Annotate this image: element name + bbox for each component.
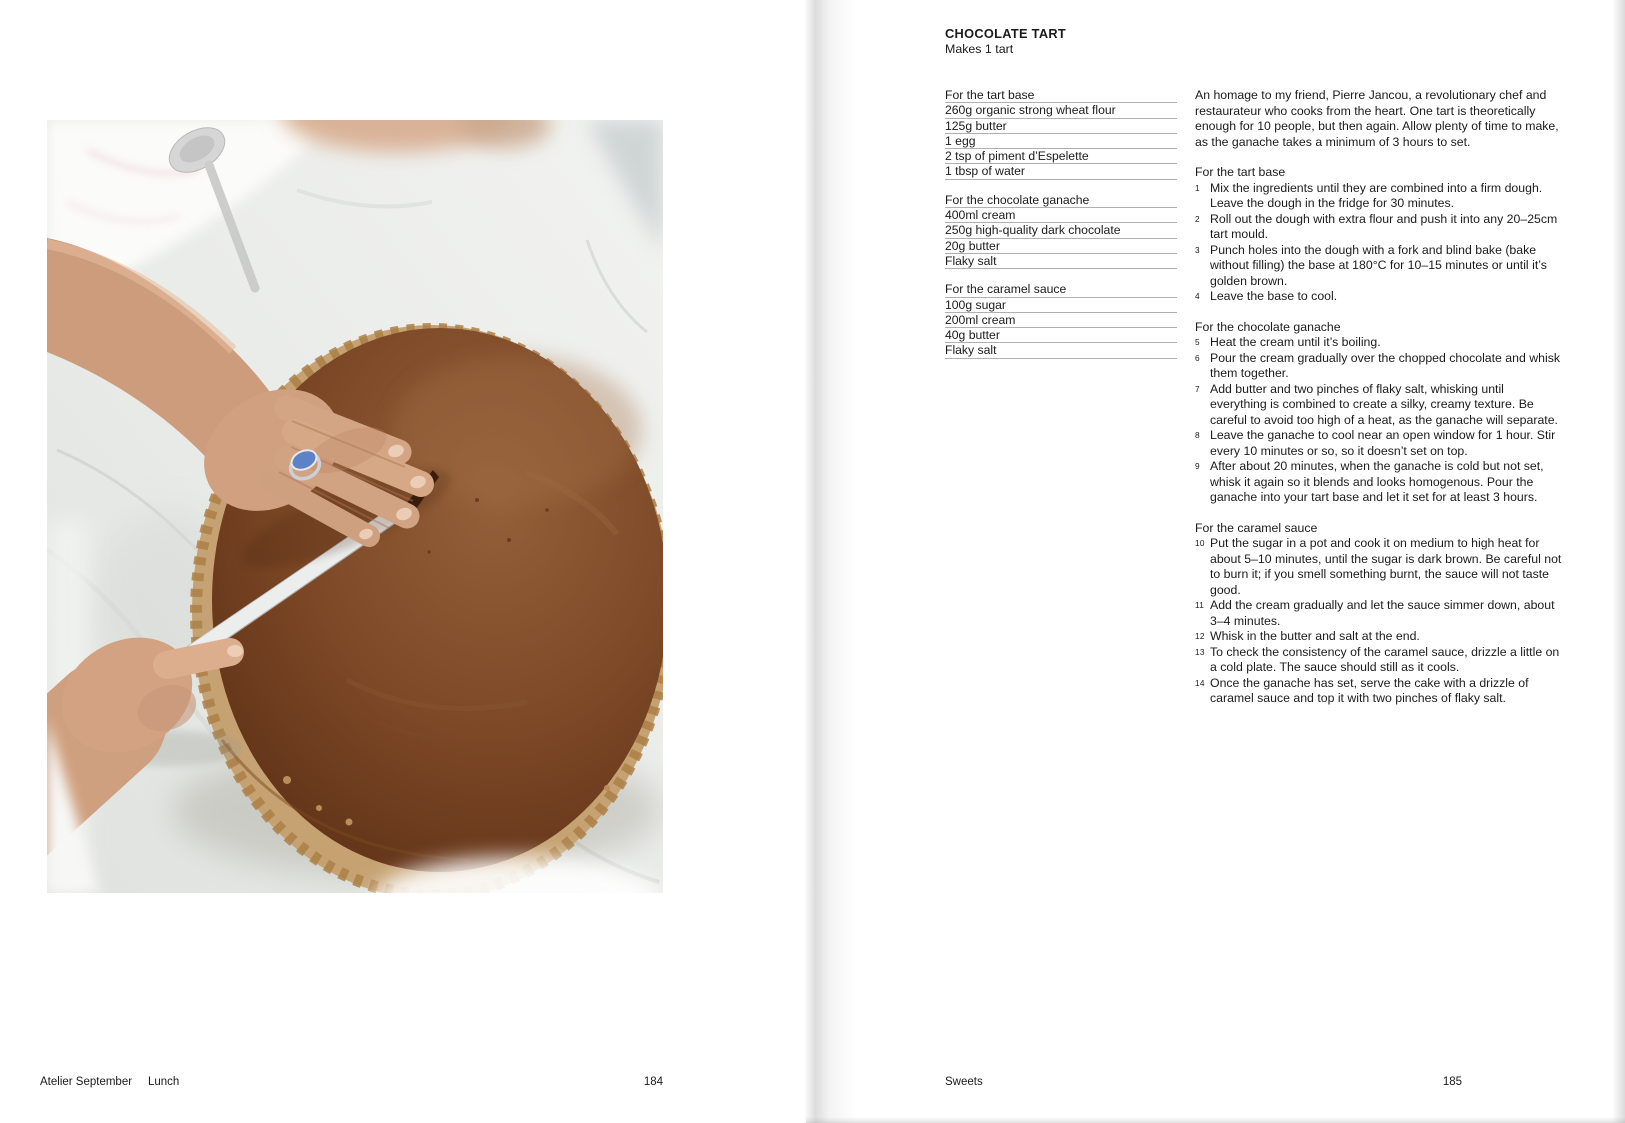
- method-step: [1195, 382, 1563, 429]
- ingredient-item: 250g high-quality dark chocolate: [945, 223, 1177, 238]
- step-text: Add butter and two pinches of flaky salt, whisking until everything is combined to create a silky, creamy texture. Be careful to avoid too high of a heat, as the ganache will separate.: [1210, 381, 1558, 427]
- step-number: 3: [1195, 244, 1200, 255]
- page-number-left: 184: [643, 1076, 663, 1088]
- method-step: [1195, 428, 1563, 459]
- step-number: 2: [1195, 213, 1200, 224]
- tart-photo: [47, 120, 663, 893]
- step-text: Roll out the dough with extra flour and push it into any 20–25cm tart mould.: [1210, 211, 1558, 241]
- method-step: [1195, 645, 1563, 676]
- step-text: Heat the cream until it’s boiling.: [1210, 335, 1381, 349]
- step-number: 5: [1195, 337, 1200, 347]
- step-number: 10: [1195, 538, 1205, 548]
- method-step: [1195, 598, 1563, 629]
- step-number: 7: [1195, 383, 1200, 394]
- method-step: [1195, 676, 1563, 707]
- step-number: 11: [1195, 600, 1205, 610]
- footer-section-label: Sweets: [945, 1076, 983, 1088]
- ingredient-group: [945, 88, 1177, 180]
- page-left: [0, 0, 806, 1123]
- step-number: 4: [1195, 291, 1200, 301]
- step-number: 12: [1195, 631, 1205, 641]
- ingredient-item: 2 tsp of piment d’Espelette: [945, 149, 1177, 164]
- ingredient-item: 20g butter: [945, 239, 1177, 254]
- ingredient-group-heading: For the tart base: [945, 88, 1177, 103]
- method-section-heading: For the tart base: [1195, 165, 1286, 179]
- method-section-heading: For the chocolate ganache: [1195, 319, 1341, 334]
- step-number: 14: [1195, 677, 1205, 688]
- method-column: [1195, 88, 1563, 707]
- step-number: 8: [1195, 430, 1200, 440]
- recipe-yield: Makes 1 tart: [945, 42, 1014, 56]
- step-text: Whisk in the butter and salt at the end.: [1210, 629, 1420, 643]
- ingredients-column: [945, 88, 1177, 372]
- ingredient-group-heading: For the chocolate ganache: [945, 193, 1177, 208]
- recipe-header: [945, 26, 1066, 57]
- step-number: 9: [1195, 461, 1200, 471]
- step-number: 6: [1195, 352, 1200, 363]
- recipe-intro: An homage to my friend, Pierre Jancou, a revolutionary chef and restaurateur who cooks from the heart. One tart is theoretically enough for 10 people, but then again. Allow plenty of time to make, as the ganache takes a minimum of 3 hours to set.: [1195, 88, 1559, 149]
- ingredient-item: 1 tbsp of water: [945, 164, 1177, 179]
- method-section: [1195, 165, 1563, 305]
- ingredient-item: 125g butter: [945, 119, 1177, 134]
- step-text: Once the ganache has set, serve the cake with a drizzle of caramel sauce and top it with two pinches of flaky salt.: [1210, 675, 1529, 705]
- ingredient-group-heading: For the caramel sauce: [945, 282, 1177, 297]
- step-text: Pour the cream gradually over the chopped chocolate and whisk them together.: [1210, 350, 1560, 380]
- ingredient-item: 40g butter: [945, 328, 1177, 343]
- method-section: [1195, 320, 1563, 506]
- footer-section-label: Lunch: [148, 1076, 180, 1088]
- recipe-title: CHOCOLATE TART: [945, 26, 1067, 41]
- tart-photo-illustration: [47, 120, 663, 893]
- ingredient-item: 1 egg: [945, 134, 1177, 149]
- ingredient-item: 200ml cream: [945, 313, 1177, 328]
- method-step: [1195, 289, 1563, 305]
- step-text: Leave the ganache to cool near an open window for 1 hour. Stir every 10 minutes or so, so it doesn’t set on top.: [1210, 428, 1556, 458]
- step-text: Leave the base to cool.: [1210, 289, 1338, 303]
- step-text: Mix the ingredients until they are combined into a firm dough. Leave the dough in the fridge for 30 minutes.: [1210, 180, 1543, 210]
- step-number: 13: [1195, 646, 1205, 657]
- ingredient-group: [945, 282, 1177, 358]
- method-section-heading: For the caramel sauce: [1195, 520, 1318, 535]
- method-step: [1195, 536, 1563, 598]
- ingredient-item: 400ml cream: [945, 208, 1177, 223]
- step-text: After about 20 minutes, when the ganache is cold but not set, whisk it again so it blends and looks homogenous. Pour the ganache into your tart base and let it set for at least 3 hours.: [1210, 459, 1544, 504]
- step-text: Put the sugar in a pot and cook it on medium to high heat for about 5–10 minutes, until the sugar is dark brown. Be careful not to burn it; if you smell something burnt, the sauce will not taste good.: [1210, 536, 1562, 597]
- ingredient-item: Flaky salt: [945, 343, 1177, 358]
- page-number-right: 185: [1442, 1076, 1462, 1088]
- method-step: [1195, 212, 1563, 243]
- method-section: [1195, 521, 1563, 707]
- ingredient-item: Flaky salt: [945, 254, 1177, 269]
- ingredient-group: [945, 193, 1177, 269]
- method-step: [1195, 459, 1563, 506]
- method-step: [1195, 629, 1563, 645]
- step-text: To check the consistency of the caramel sauce, drizzle a little on a cold plate. The sauce should still as it cools.: [1210, 644, 1560, 674]
- method-step: [1195, 243, 1563, 290]
- method-step: [1195, 351, 1563, 382]
- step-text: Add the cream gradually and let the sauce simmer down, about 3–4 minutes.: [1210, 598, 1555, 628]
- step-text: Punch holes into the dough with a fork and blind bake (bake without filling) the base at 180°C for 10–15 minutes or until it’s golden brown.: [1210, 242, 1547, 288]
- method-step: [1195, 335, 1563, 351]
- page-right: [806, 0, 1625, 1123]
- ingredient-item: 100g sugar: [945, 298, 1177, 313]
- method-step: [1195, 181, 1563, 212]
- footer-book-title: Atelier September: [40, 1076, 133, 1088]
- step-number: 1: [1195, 182, 1200, 193]
- ingredient-item: 260g organic strong wheat flour: [945, 103, 1177, 118]
